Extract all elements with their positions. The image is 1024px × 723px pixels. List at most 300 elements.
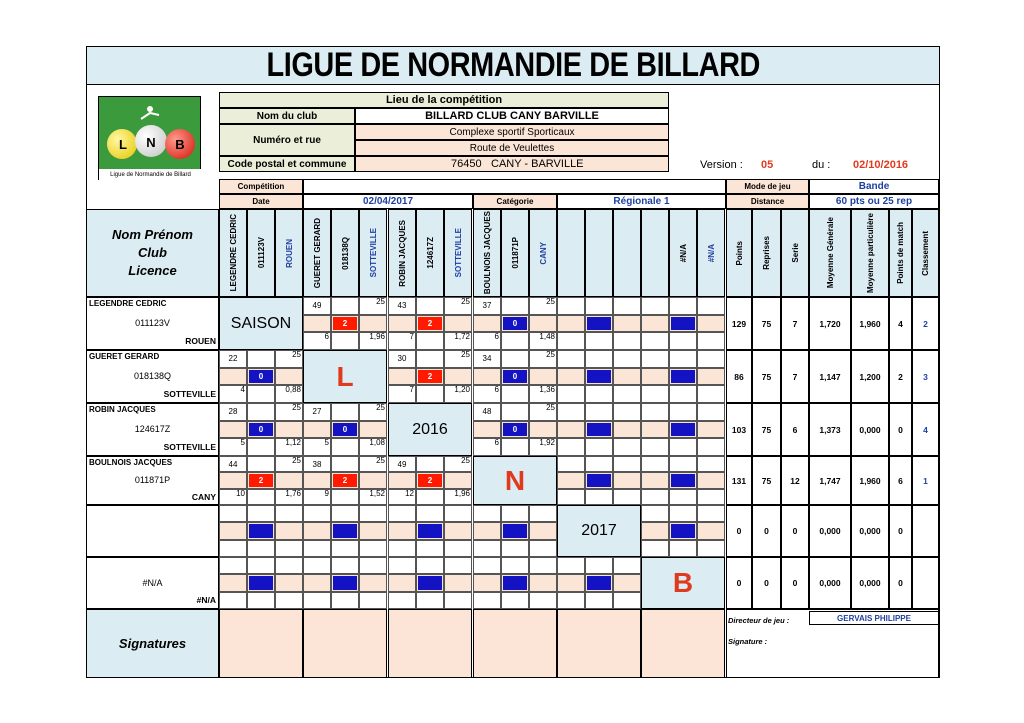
match-result-square [418, 576, 442, 589]
column-header-licence [331, 209, 359, 297]
competition-label: Compétition [219, 179, 303, 194]
match-cell [444, 315, 472, 333]
match-reprises: 25 [376, 456, 385, 465]
stat-header-label: Serie [790, 243, 800, 263]
match-result-square: 2 [333, 474, 357, 486]
match-cell [247, 540, 275, 557]
match-moyenne: 1,96 [454, 488, 470, 498]
match-cell [613, 350, 641, 368]
column-2-name: ROBIN JACQUES [397, 219, 407, 287]
column-header-club [444, 209, 472, 297]
player-licence: 011871P [134, 475, 171, 486]
logo-letter-n: N [146, 134, 156, 150]
logo [98, 96, 201, 180]
match-cell [444, 592, 472, 609]
column-2-club: SOTTEVILLE [453, 228, 463, 278]
match-points: 49 [312, 301, 322, 311]
match-cell [585, 403, 613, 421]
match-cell [275, 574, 303, 591]
player-club: SOTTEVILLE [163, 442, 216, 453]
match-cell [557, 456, 585, 472]
signature-cell [641, 609, 725, 678]
player-licence: 018138Q [133, 371, 172, 382]
column-header-club [529, 209, 557, 297]
match-serie: 7 [409, 385, 414, 395]
street-label: Numéro et rue [219, 124, 355, 156]
column-header-name [303, 209, 331, 297]
match-serie: 7 [409, 332, 414, 342]
match-cell [613, 315, 641, 333]
match-cell [247, 403, 275, 421]
match-cell [359, 522, 387, 539]
diagonal-label: SAISON [219, 297, 303, 350]
header-line3: Licence [128, 263, 177, 278]
column-0-club: ROUEN [284, 238, 294, 268]
match-cell [557, 385, 585, 403]
stat-value: 75 [752, 297, 781, 350]
stat-value: 0 [752, 557, 781, 609]
match-cell [585, 350, 613, 368]
signatures-label: Signatures [86, 609, 219, 678]
match-cell [669, 489, 697, 505]
match-result-square [671, 370, 695, 384]
column-5-licence: #N/A [678, 243, 688, 263]
match-cell [613, 297, 641, 315]
match-serie: 6 [324, 332, 329, 342]
match-cell [557, 368, 585, 386]
stat-value: 103 [726, 403, 752, 456]
logo-letter-l: L [119, 136, 127, 152]
match-cell [557, 315, 585, 333]
match-result-square [333, 524, 357, 537]
signature-cell [303, 609, 387, 678]
match-cell [359, 592, 387, 609]
signature-cell [388, 609, 472, 678]
column-1-club: SOTTEVILLE [368, 228, 378, 278]
match-cell [557, 592, 585, 609]
match-cell [388, 574, 416, 591]
match-cell [669, 350, 697, 368]
stat-value [912, 505, 939, 557]
stat-value: 0,000 [851, 557, 889, 609]
match-cell [275, 592, 303, 609]
stat-header [781, 209, 809, 297]
results-grid [86, 209, 940, 678]
match-cell [585, 592, 613, 609]
match-cell [416, 297, 444, 315]
match-cell [529, 522, 557, 539]
match-cell [359, 557, 387, 574]
match-cell [501, 403, 529, 421]
page-title: LIGUE DE NORMANDIE DE BILLARD [87, 47, 939, 85]
match-cell [444, 522, 472, 539]
stat-value: 1 [912, 456, 939, 505]
stat-value: 0,000 [809, 557, 851, 609]
stat-value: 1,960 [851, 456, 889, 505]
match-cell [557, 350, 585, 368]
match-points: 30 [397, 354, 407, 364]
match-cell [473, 522, 501, 539]
category-label: Catégorie [473, 194, 557, 209]
match-cell [641, 522, 669, 539]
match-cell [669, 540, 697, 557]
match-cell [613, 456, 641, 472]
column-header-name [219, 209, 247, 297]
column-header-club [275, 209, 303, 297]
column-header-licence [585, 209, 613, 297]
match-cell [473, 540, 501, 557]
match-cell [697, 540, 725, 557]
match-cell [416, 350, 444, 368]
match-serie: 9 [324, 488, 329, 498]
player-club [86, 540, 216, 557]
match-cell [697, 472, 725, 488]
match-serie: 4 [240, 385, 245, 395]
match-cell [669, 456, 697, 472]
match-cell [388, 592, 416, 609]
match-cell [697, 385, 725, 403]
match-cell [359, 421, 387, 439]
signature-cell [557, 609, 641, 678]
column-header-club [697, 209, 725, 297]
match-cell [669, 505, 697, 522]
match-cell [359, 472, 387, 488]
match-result-square [671, 423, 695, 437]
version-date: 02/10/2016 [853, 159, 909, 171]
stat-value: 6 [781, 403, 809, 456]
stat-value [912, 557, 939, 609]
match-points: 34 [482, 354, 492, 364]
match-cell [501, 438, 529, 456]
match-cell [219, 592, 247, 609]
column-header-licence [416, 209, 444, 297]
player-name: ROBIN JACQUES [89, 405, 156, 414]
match-cell [219, 368, 247, 386]
match-cell [303, 540, 331, 557]
diagonal-label: 2016 [388, 403, 472, 456]
match-cell [275, 421, 303, 439]
match-moyenne: 1,52 [369, 488, 385, 498]
match-result-square: 2 [418, 370, 442, 384]
match-reprises: 25 [546, 403, 555, 412]
match-cell [697, 505, 725, 522]
stat-value: 1,960 [851, 297, 889, 350]
match-result-square [671, 474, 695, 486]
match-cell [613, 574, 641, 591]
match-cell [473, 421, 501, 439]
header-line2: Club [138, 245, 167, 260]
stat-value: 1,200 [851, 350, 889, 403]
match-reprises: 25 [376, 297, 385, 306]
version-du-label: du : [812, 159, 831, 171]
match-cell [501, 592, 529, 609]
match-result-square: 2 [333, 317, 357, 331]
match-points: 37 [482, 301, 492, 311]
club-value: BILLARD CLUB CANY BARVILLE [355, 108, 669, 124]
match-cell [697, 489, 725, 505]
match-cell [247, 557, 275, 574]
match-cell [359, 574, 387, 591]
date-label: Date [219, 194, 303, 209]
header-name-club-licence [86, 209, 219, 297]
stat-header [851, 209, 889, 297]
header-line1: Nom Prénom [112, 227, 193, 242]
logo-player-icon [139, 105, 161, 123]
postcode: 76450 [451, 158, 482, 170]
match-cell [444, 472, 472, 488]
match-moyenne: 1,96 [369, 332, 385, 342]
match-serie: 5 [240, 438, 245, 448]
match-cell [303, 315, 331, 333]
stat-header [809, 209, 851, 297]
match-moyenne: 1,08 [369, 438, 385, 448]
stat-value: 75 [752, 350, 781, 403]
match-cell [501, 385, 529, 403]
match-cell [669, 297, 697, 315]
player-licence: 124617Z [134, 424, 171, 435]
category-value: Régionale 1 [557, 194, 726, 209]
match-cell [331, 438, 359, 456]
mode-value: Bande [809, 179, 939, 194]
stat-value: 75 [752, 403, 781, 456]
match-cell [669, 403, 697, 421]
match-cell [641, 421, 669, 439]
stat-value: 7 [781, 297, 809, 350]
stat-value: 6 [889, 456, 912, 505]
stat-value: 86 [726, 350, 752, 403]
match-cell [641, 368, 669, 386]
match-cell [697, 456, 725, 472]
column-0-name: LEGENDRE CEDRIC [228, 214, 238, 292]
match-cell [641, 472, 669, 488]
match-cell [613, 472, 641, 488]
match-cell [331, 592, 359, 609]
match-cell [247, 505, 275, 522]
match-moyenne: 1,36 [539, 385, 555, 395]
match-cell [359, 540, 387, 557]
column-header-name [557, 209, 585, 297]
match-cell [641, 332, 669, 350]
match-result-square [587, 370, 611, 384]
match-cell [331, 403, 359, 421]
match-points: 22 [228, 354, 238, 364]
player-club: ROUEN [185, 336, 216, 347]
signature-label: Signature : [728, 637, 768, 646]
column-header-licence [247, 209, 275, 297]
match-cell [388, 368, 416, 386]
match-cell [275, 540, 303, 557]
match-cell [219, 574, 247, 591]
match-serie: 10 [236, 488, 245, 498]
match-reprises: 25 [292, 456, 301, 465]
match-cell [331, 557, 359, 574]
match-cell [303, 472, 331, 488]
match-result-square: 0 [249, 423, 273, 437]
match-points: 28 [228, 407, 238, 417]
stat-value: 0 [726, 505, 752, 557]
version-label: Version : [700, 159, 743, 171]
match-cell [444, 505, 472, 522]
match-serie: 6 [494, 332, 499, 342]
match-result-square: 2 [418, 474, 442, 486]
match-result-square [503, 576, 527, 589]
match-moyenne: 0,88 [285, 385, 301, 395]
match-cell [388, 472, 416, 488]
match-cell [613, 403, 641, 421]
column-5-club: #N/A [706, 243, 716, 263]
match-reprises: 25 [461, 350, 470, 359]
match-cell [585, 557, 613, 574]
match-cell [501, 297, 529, 315]
match-cell [444, 368, 472, 386]
match-result-square [249, 576, 273, 589]
match-cell [529, 315, 557, 333]
match-cell [501, 557, 529, 574]
column-3-licence: 011871P [510, 237, 520, 269]
stat-header [752, 209, 781, 297]
match-cell [303, 505, 331, 522]
directeur-value: GERVAIS PHILIPPE [809, 611, 939, 625]
match-cell [473, 315, 501, 333]
player-club: SOTTEVILLE [163, 389, 216, 400]
match-cell [275, 557, 303, 574]
match-cell [613, 592, 641, 609]
match-cell [331, 332, 359, 350]
match-cell [275, 472, 303, 488]
match-cell [557, 421, 585, 439]
match-cell [388, 540, 416, 557]
match-cell [247, 350, 275, 368]
match-serie: 6 [494, 385, 499, 395]
match-cell [557, 438, 585, 456]
match-result-square [333, 576, 357, 589]
stat-value: 131 [726, 456, 752, 505]
stat-value: 0,000 [851, 403, 889, 456]
match-reprises: 25 [546, 297, 555, 306]
match-moyenne: 1,72 [454, 332, 470, 342]
match-cell [247, 385, 275, 403]
match-cell [275, 522, 303, 539]
distance-label: Distance [726, 194, 809, 209]
stat-value: 0,000 [851, 505, 889, 557]
match-cell [388, 522, 416, 539]
match-cell [529, 557, 557, 574]
column-header-name [641, 209, 669, 297]
column-1-licence: 018138Q [340, 236, 350, 270]
match-cell [416, 332, 444, 350]
city: CANY - BARVILLE [491, 158, 584, 170]
diagonal-label: L [303, 350, 387, 403]
match-cell [331, 456, 359, 472]
stat-value: 0 [752, 505, 781, 557]
stat-value: 1,747 [809, 456, 851, 505]
match-cell [473, 574, 501, 591]
match-reprises: 25 [546, 350, 555, 359]
street-value-1: Complexe sportif Sporticaux [355, 124, 669, 140]
match-cell [641, 315, 669, 333]
match-cell [557, 403, 585, 421]
match-cell [585, 438, 613, 456]
stat-header-label: Moyenne particulière [865, 212, 875, 294]
match-cell [529, 540, 557, 557]
date-value: 02/04/2017 [303, 194, 473, 209]
match-cell [557, 557, 585, 574]
match-cell [303, 522, 331, 539]
match-result-square [503, 524, 527, 537]
match-cell [697, 438, 725, 456]
column-header-licence [501, 209, 529, 297]
match-result-square [249, 524, 273, 537]
logo-letter-b: B [175, 136, 185, 152]
match-cell [557, 332, 585, 350]
match-cell [359, 505, 387, 522]
signature-cell [219, 609, 303, 678]
match-cell [613, 557, 641, 574]
match-cell [669, 332, 697, 350]
stat-value: 1,373 [809, 403, 851, 456]
column-header-name [473, 209, 501, 297]
player-club: #N/A [196, 595, 216, 606]
match-serie: 12 [405, 488, 414, 498]
match-cell [219, 557, 247, 574]
match-result-square: 0 [503, 423, 527, 437]
match-cell [557, 574, 585, 591]
city-label: Code postal et commune [219, 156, 355, 172]
match-cell [247, 456, 275, 472]
match-moyenne: 1,20 [454, 385, 470, 395]
match-reprises: 25 [461, 456, 470, 465]
match-cell [416, 385, 444, 403]
match-moyenne: 1,92 [539, 438, 555, 448]
player-licence: 011123V [135, 318, 170, 329]
stat-header-label: Points [734, 240, 744, 266]
column-3-club: CANY [538, 241, 548, 265]
match-points: 44 [228, 459, 238, 469]
match-result-square: 2 [249, 474, 273, 486]
match-serie: 6 [494, 438, 499, 448]
player-licence [86, 522, 219, 539]
city-value [355, 156, 669, 172]
match-moyenne: 1,12 [285, 438, 301, 448]
stat-value: 1,720 [809, 297, 851, 350]
directeur-label: Directeur de jeu : [728, 616, 790, 625]
stat-value: 0 [889, 403, 912, 456]
column-0-licence: 011123V [256, 237, 266, 269]
column-3-name: BOULNOIS JACQUES [482, 211, 492, 295]
stat-value: 12 [781, 456, 809, 505]
stat-header-label: Classement [921, 230, 930, 276]
stat-header-label: Points de match [896, 222, 905, 284]
version-value: 05 [761, 159, 774, 171]
stat-value: 4 [912, 403, 939, 456]
stat-header [889, 209, 912, 297]
match-cell [416, 489, 444, 505]
stat-header [912, 209, 939, 297]
stat-header-label: Reprises [762, 236, 771, 270]
match-cell [641, 540, 669, 557]
match-result-square [587, 576, 611, 589]
match-cell [697, 315, 725, 333]
match-result-square: 0 [249, 370, 273, 384]
match-cell [219, 505, 247, 522]
stat-value: 0 [726, 557, 752, 609]
stat-value: 0 [889, 505, 912, 557]
signature-cell [473, 609, 557, 678]
match-cell [303, 574, 331, 591]
match-result-square: 0 [333, 423, 357, 437]
match-cell [331, 505, 359, 522]
match-result-square [587, 423, 611, 437]
